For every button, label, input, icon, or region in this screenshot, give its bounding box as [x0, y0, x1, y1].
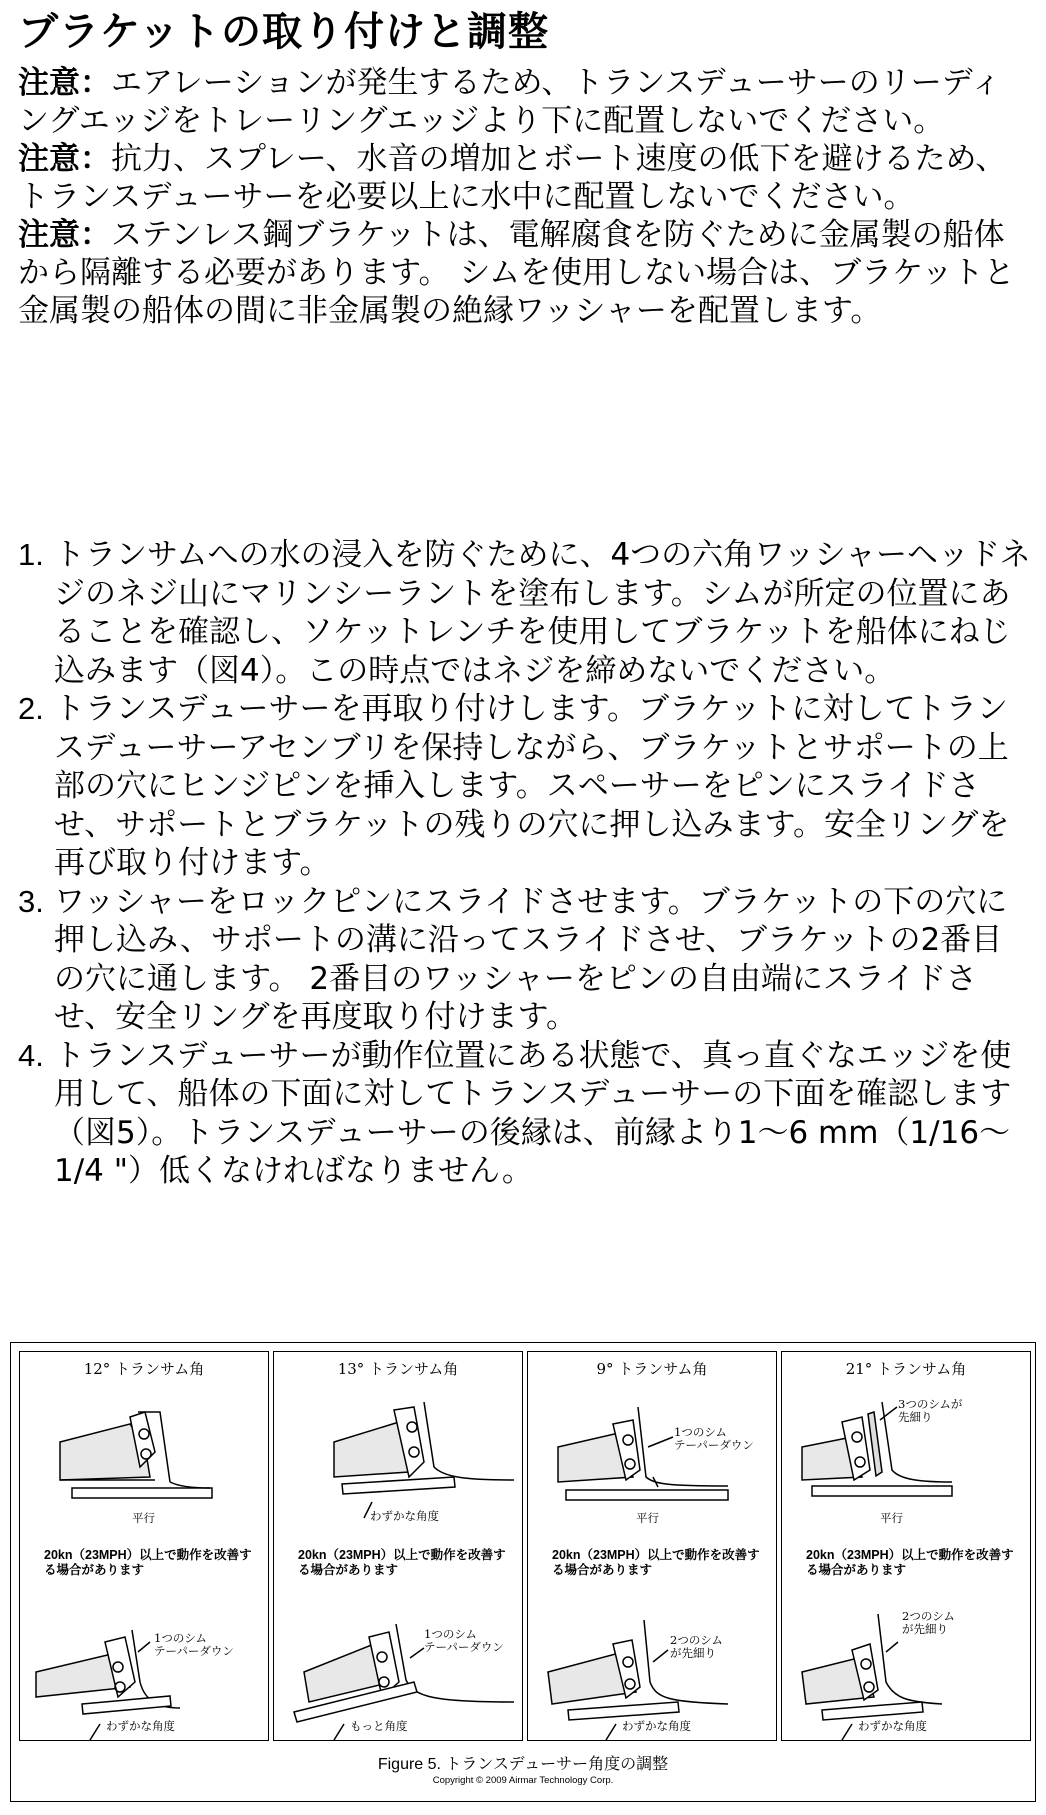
- step-text: トランスデューサーを再取り付けします。ブラケットに対してトランスデューサーアセンブリを保持しながら、ブラケットとサポートの上部の穴にヒンジピンを挿入します。スペーサーをピンにスライドさせ、サポートとブラケットの残りの穴に押し込みます。安全リングを再び取り付けます。: [54, 691, 1010, 881]
- panel-bottom-label: わずかな角度: [106, 1719, 175, 1733]
- step-text: トランサムへの水の浸入を防ぐために、4つの六角ワッシャーヘッドネジのネジ山にマリンシーラントを塗布します。シムが所定の位置にあることを確認し、ソケットレンチを使用してブラケットを船体にねじ込みます（図4）。この時点ではネジを締めないでください。: [54, 537, 1031, 689]
- caution-label: 注意：: [18, 65, 111, 101]
- step-number: 4.: [18, 1037, 44, 1073]
- figure-5: [10, 1342, 1036, 1802]
- panel-top-label: わずかな角度: [370, 1509, 439, 1523]
- panel-speed-note: 20kn（23MPH）以上で動作を改善する場合があります: [806, 1548, 1014, 1577]
- panel-bottom-label: わずかな角度: [858, 1719, 927, 1733]
- step-3: [18, 883, 1033, 1037]
- panel-speed-note: 20kn（23MPH）以上で動作を改善する場合があります: [298, 1548, 506, 1577]
- step-4: [18, 1037, 1033, 1191]
- cautions-section: [18, 64, 1028, 330]
- step-text: ワッシャーをロックピンにスライドさせます。ブラケットの下の穴に押し込み、サポートの溝に沿ってスライドさせ、ブラケットの2番目の穴に通します。 2番目のワッシャーをピンの自由端にスライドさせ、安全リングを再度取り付けます。: [54, 883, 1008, 1035]
- step-text: トランスデューサーが動作位置にある状態で、真っ直ぐなエッジを使用して、船体の下面に対してトランスデューサーの下面を確認します（図5）。トランスデューサーの後縁は、前縁より1〜6 mm（1/16〜1/4 "）低くなければなりません。: [54, 1037, 1012, 1189]
- caution-text: エアレーションが発生するため、トランスデューサーのリーディングエッジをトレーリングエッジより下に配置しないでください。: [18, 65, 1002, 139]
- panel-top-shim-label: 3つのシムが 先細り: [898, 1397, 963, 1424]
- step-number: 3.: [18, 883, 44, 919]
- panel-bottom-label: わずかな角度: [622, 1719, 691, 1733]
- panel-speed-note: 20kn（23MPH）以上で動作を改善する場合があります: [44, 1548, 252, 1577]
- panel-angle-title: 13° トランサム角: [337, 1360, 459, 1378]
- panel-top-shim-label: 1つのシム テーパーダウン: [674, 1425, 754, 1452]
- panel-bottom-shim-label: 2つのシム が先細り: [670, 1633, 723, 1660]
- caution-label: 注意：: [18, 141, 111, 177]
- transducer-drawing: [528, 1352, 778, 1742]
- panel-angle-title: 21° トランサム角: [845, 1360, 967, 1378]
- panel-bottom-shim-label: 2つのシム が先細り: [902, 1609, 955, 1636]
- panel-angle-title: 9° トランサム角: [596, 1360, 708, 1378]
- figure-caption: Figure 5. トランスデューサー角度の調整: [377, 1756, 669, 1773]
- step-2: [18, 690, 1033, 883]
- page-title: ブラケットの取り付けと調整: [18, 9, 549, 55]
- step-number: 2.: [18, 691, 44, 726]
- panel-bottom-shim-label: 1つのシム テーパーダウン: [424, 1627, 504, 1654]
- panel-bottom-shim-label: 1つのシム テーパーダウン: [154, 1631, 234, 1658]
- transducer-drawing: [274, 1352, 524, 1742]
- figure-panel-21deg: [781, 1351, 1031, 1741]
- step-1: [18, 536, 1033, 690]
- caution-2: [18, 140, 1028, 216]
- figure-panel-9deg: [527, 1351, 777, 1741]
- caution-text: 抗力、スプレー、水音の増加とボート速度の低下を避けるため、トランスデューサーを必要以上に水中に配置しないでください。: [18, 141, 1007, 215]
- panel-angle-title: 12° トランサム角: [83, 1360, 205, 1378]
- figure-panel-12deg: [19, 1351, 269, 1741]
- panel-bottom-label: もっと角度: [350, 1719, 408, 1733]
- figure-panel-13deg: [273, 1351, 523, 1741]
- panel-top-label: 平行: [636, 1511, 659, 1525]
- caution-text: ステンレス鋼ブラケットは、電解腐食を防ぐために金属製の船体から隔離する必要があります。 シムを使用しない場合は、ブラケットと金属製の船体の間に非金属製の絶縁ワッシャーを配置します。: [18, 217, 1015, 329]
- panel-speed-note: 20kn（23MPH）以上で動作を改善する場合があります: [552, 1548, 760, 1577]
- figure-copyright: Copyright © 2009 Airmar Technology Corp.: [432, 1775, 614, 1786]
- step-number: 1.: [18, 537, 44, 572]
- caution-label: 注意：: [18, 217, 111, 253]
- steps-list: [18, 536, 1033, 1191]
- panel-top-label: 平行: [132, 1511, 155, 1525]
- caution-1: [18, 64, 1028, 140]
- panel-top-label: 平行: [880, 1511, 903, 1525]
- caution-3: [18, 216, 1028, 330]
- transducer-drawing: [20, 1352, 270, 1742]
